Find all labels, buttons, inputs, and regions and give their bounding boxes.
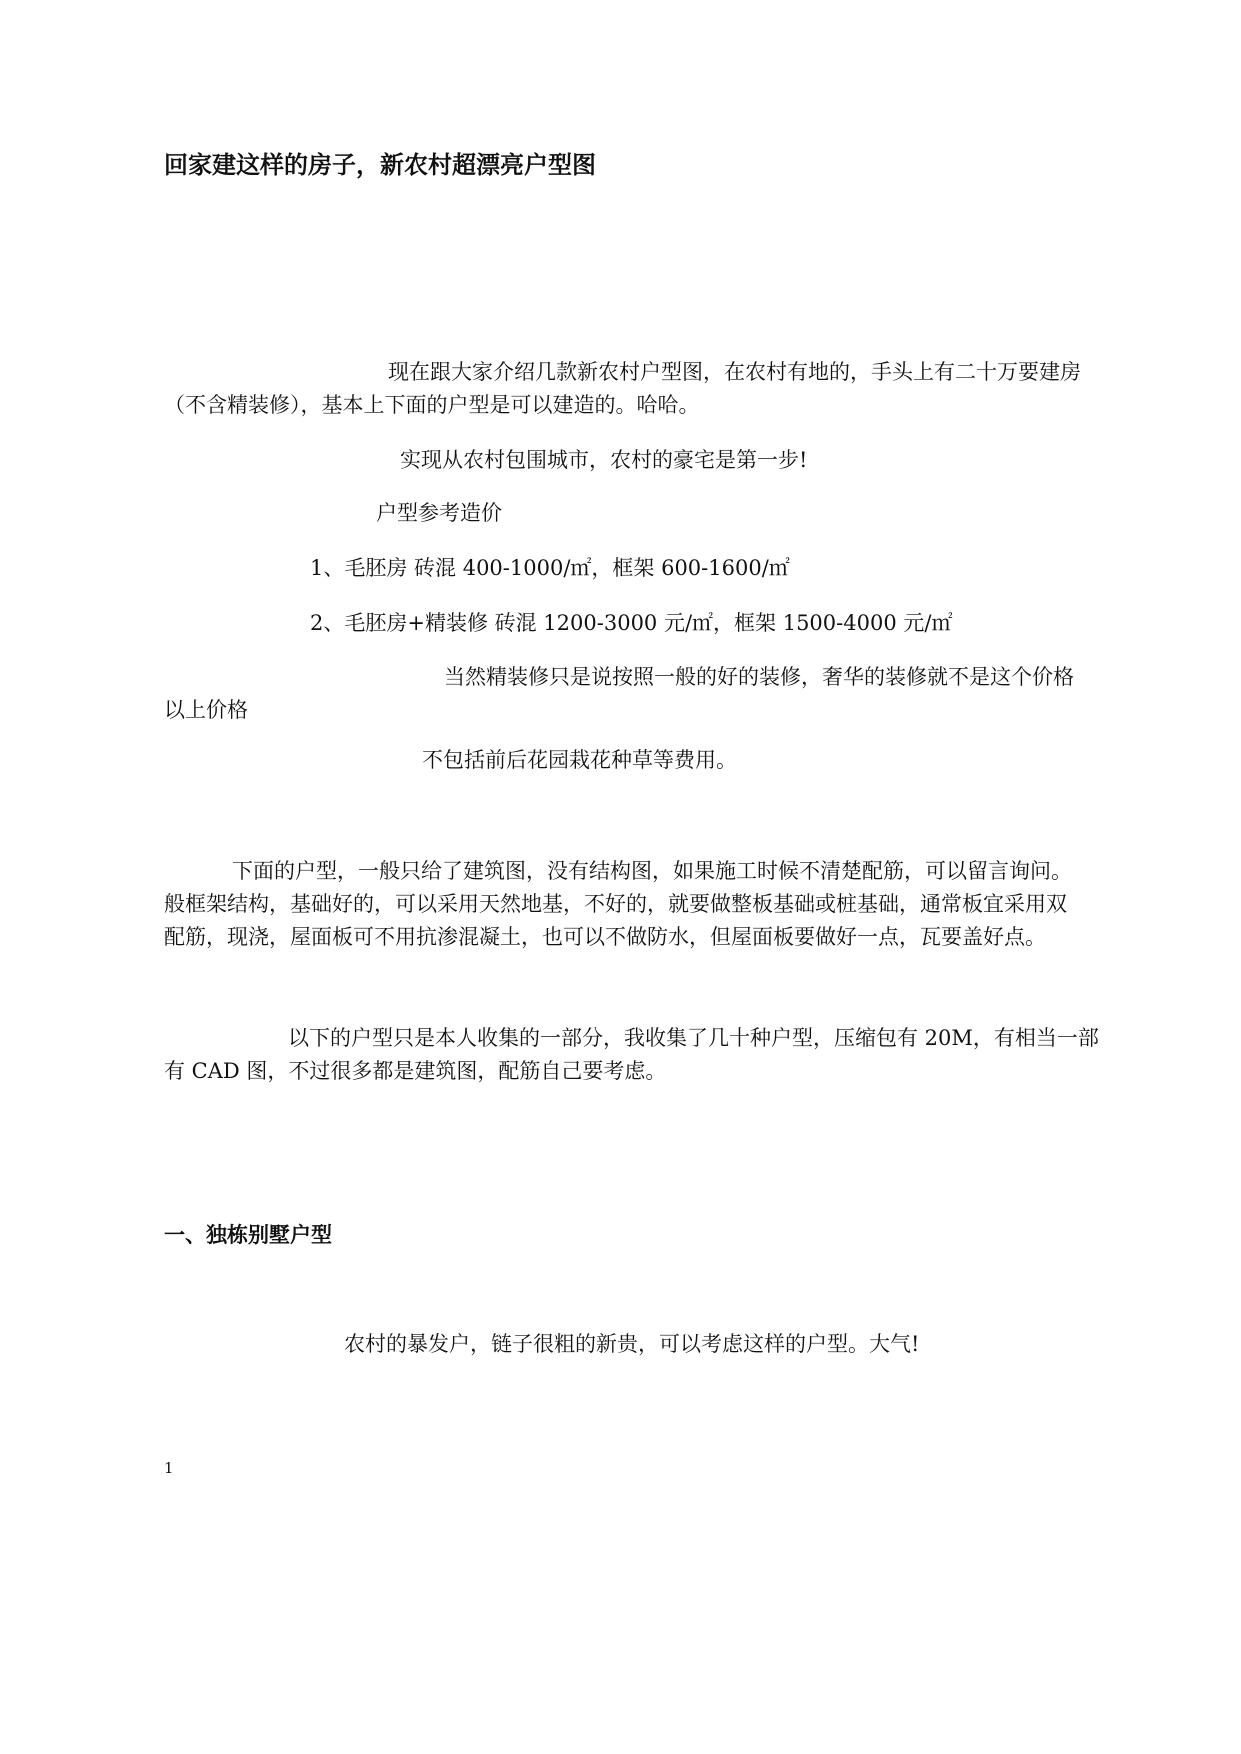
collection-line-1: 以下的户型只是本人收集的一部分，我收集了几十种户型，压缩包有 20M，有相当一部: [288, 1026, 1099, 1050]
collection-paragraph: [164, 1022, 1099, 1088]
intro-line-1: 现在跟大家介绍几款新农村户型图，在农村有地的，手头上有二十万要建房: [388, 360, 1081, 384]
note-line-2: 以上价格: [164, 698, 248, 722]
intro-paragraph: [164, 356, 1081, 422]
structure-paragraph: [164, 855, 1072, 954]
price-heading: 户型参考造价: [376, 501, 502, 525]
note-paragraph: [164, 661, 1074, 727]
page-number: 1: [164, 1459, 174, 1477]
structure-line-3: 配筋，现浇，屋面板可不用抗渗混凝土，也可以不做防水，但屋面板要做好一点，瓦要盖好点。: [164, 925, 1046, 949]
structure-line-2: 般框架结构，基础好的，可以采用天然地基，不好的，就要做整板基础或桩基础，通常板宜采用双: [164, 892, 1067, 916]
document-title: 回家建这样的房子，新农村超漂亮户型图: [164, 151, 596, 179]
note-line-1: 当然精装修只是说按照一般的好的装修，奢华的装修就不是这个价格: [444, 665, 1074, 689]
structure-line-1: 下面的户型，一般只给了建筑图，没有结构图，如果施工时候不清楚配筋，可以留言询问。: [232, 859, 1072, 883]
price-item-1: 1、毛胚房 砖混 400-1000/㎡，框架 600-1600/㎡: [310, 556, 790, 580]
section-text: 农村的暴发户，链子很粗的新贵，可以考虑这样的户型。大气!: [344, 1332, 920, 1356]
section-heading: 一、独栋别墅户型: [164, 1223, 332, 1247]
price-item-2: 2、毛胚房+精装修 砖混 1200-3000 元/㎡，框架 1500-4000 元/㎡: [310, 611, 953, 635]
collection-line-2: 有 CAD 图，不过很多都是建筑图，配筋自己要考虑。: [164, 1059, 667, 1083]
exclusion-note: 不包括前后花园栽花种草等费用。: [422, 748, 737, 772]
slogan: 实现从农村包围城市，农村的豪宅是第一步!: [400, 448, 808, 472]
intro-line-2: （不含精装修），基本上下面的户型是可以建造的。哈哈。: [164, 393, 700, 417]
